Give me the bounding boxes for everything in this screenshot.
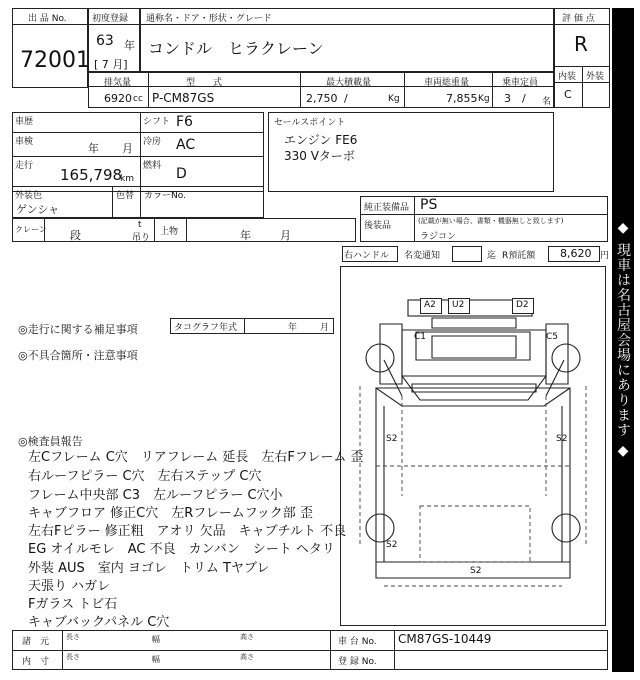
aftermarket-note: (記載が無い場合、書類・機器無しと致します) [418,217,564,225]
exterior-color: ゲンシャ [16,203,60,216]
deposit-yen: 円 [600,251,610,261]
crane-tonnage-label: t [138,220,142,230]
inspection-label: 車検 [15,137,34,147]
name-change-box [452,246,482,262]
inspection-year-unit: 年 [88,142,99,155]
mileage: 165,798 [60,166,123,184]
name-change-prefix: 迄 [487,251,497,261]
footer-chassis-label: 車 台 No. [338,637,377,647]
displacement-label: 排気量 [104,78,132,88]
max-load-label: 最大積載量 [326,78,372,88]
grade-label: 評 価 点 [562,14,595,24]
gross-weight-unit: Kg [478,94,490,104]
capacity-unit: 名 [542,97,552,107]
defects-label: ◎不具合箇所・注意事項 [18,349,138,362]
crane-year-label: 年 [240,229,251,242]
tacho-month-label: 月 [320,323,330,333]
marker-c5: C5 [546,332,559,342]
marker-a2-label: A2 [424,300,436,310]
aircon: AC [176,137,196,153]
name-change-label: 名変通知 [404,251,441,261]
footer-width-label-1: 幅 [152,635,160,644]
footer-height-label-1: 高さ [240,633,254,641]
mileage-label: 走行 [15,161,34,171]
report-line: 天張り ハガレ [28,579,111,594]
gross-weight: 7,855 [446,92,478,105]
footer-width-label-2: 幅 [152,655,160,664]
footer-interior-label: 内 寸 [22,657,50,667]
interior-grade-label: 内装 [558,72,577,82]
driving-notes-label: ◎走行に関する補足事項 [18,323,138,336]
crane-row [12,218,356,242]
rhd: 右ハンドル [344,251,390,261]
report-line: 左Cフレーム C穴 リアフレーム 延長 左右Fフレーム 歪 [28,450,364,465]
model-name: コンドル ヒラクレーン [148,39,324,58]
marker-s2-right: S2 [556,434,568,444]
deposit-label: R預託額 [502,251,536,261]
footer-dims-label: 諸 元 [22,637,50,647]
report-line: EG オイルモレ AC 不良 カンバン シート ヘタリ [28,542,335,557]
max-load-unit: Kg [388,94,400,104]
displacement-unit: cc [133,94,143,104]
first-reg-year: 63 [96,33,114,49]
inspection-month-unit: 月 [122,142,133,155]
footer-length-label-2: 長さ [66,653,80,661]
report-line: Fガラス トビ石 [28,597,118,612]
location-banner: ◆ 現車は名古屋会場にあります ◆ [612,8,634,672]
sales-point-1: エンジン FE6 [284,133,358,147]
fuel: D [176,166,187,182]
color-change-label: 色替 [116,191,135,201]
sales-point-2: 330 Vターボ [284,149,355,163]
max-load: 2,750 [306,92,338,105]
aftermarket: ラジコン [420,232,457,242]
fuel-label: 燃料 [143,161,162,171]
aftermarket-label: 後装品 [364,221,392,231]
sales-point-label: セールスポイント [274,118,346,128]
report-line: 右ルーフピラー C穴 左右ステップ C穴 [28,469,262,484]
interior-grade: C [564,88,572,101]
footer-reg-label: 登 録 No. [338,657,377,667]
crane-label: クレーン [15,225,47,234]
deposit: 8,620 [560,247,592,260]
first-reg-label: 初度登録 [92,14,129,24]
footer-length-label-1: 長さ [66,633,80,641]
crane-lift-label: 吊り [132,233,151,243]
marker-u2-label: U2 [452,300,465,310]
aircon-label: 冷房 [143,137,162,147]
grade-value: R [574,32,588,56]
model-label: 通称名・ドア・形状・グレード [146,14,272,24]
footer-height-label-2: 高さ [240,653,254,661]
std-equip-label: 純正装備品 [364,203,410,213]
footer-chassis-no: CM87GS-10449 [398,632,492,646]
lot-label: 出 品 No. [28,14,67,24]
marker-d2-label: D2 [516,300,529,310]
report-label: ◎検査員報告 [18,435,83,448]
report-line: キャブバックパネル C穴 [28,615,170,630]
crane-month-label: 月 [280,229,291,242]
report-line: 外装 AUS 室内 ヨゴレ トリム Tヤブレ [28,561,270,576]
mileage-unit: km [120,174,134,184]
type-label: 型 式 [186,78,223,88]
crane-upper-label: 上物 [160,227,179,237]
gross-weight-label: 車両総重量 [424,78,470,88]
first-reg-month-row: [ 7 月] [94,58,128,71]
displacement: 6920 [104,92,132,105]
type: P-CM87GS [152,91,215,105]
lot-number: 72001 [20,48,90,73]
details-left [12,112,264,192]
capacity-slash: / [522,92,526,105]
capacity-label: 乗車定員 [502,78,539,88]
tacho-year-label: 年 [288,323,298,333]
marker-s2-bottom: S2 [470,566,482,576]
color-no-label: カラーNo. [144,191,186,201]
exterior-grade-label: 外装 [586,72,605,82]
history-label: 車歴 [15,117,34,127]
crane-stage-label: 段 [70,229,81,242]
capacity: 3 [504,92,511,105]
exterior-color-label: 外装色 [15,191,43,201]
marker-s2-left-rear: S2 [386,540,398,550]
report-line: キャブフロア 修正C穴 左Rフレームフック部 歪 [28,506,313,521]
report-line: フレーム中央部 C3 左ルーフピラー C穴小 [28,488,283,503]
max-load-slash: / [344,92,348,105]
tacho-label: タコグラフ年式 [174,323,238,333]
shift: F6 [176,114,193,130]
marker-s2-left: S2 [386,434,398,444]
first-reg-year-unit: 年 [124,39,135,52]
report-line: 左右Fピラー 修正粗 アオリ 欠品 キャブチルト 不良 [28,524,347,539]
std-equip: PS [420,197,438,213]
shift-label: シフト [143,117,171,127]
first-reg-month-unit: 月 [112,58,124,71]
first-reg-month: 7 [101,58,109,71]
marker-c1: C1 [414,332,427,342]
